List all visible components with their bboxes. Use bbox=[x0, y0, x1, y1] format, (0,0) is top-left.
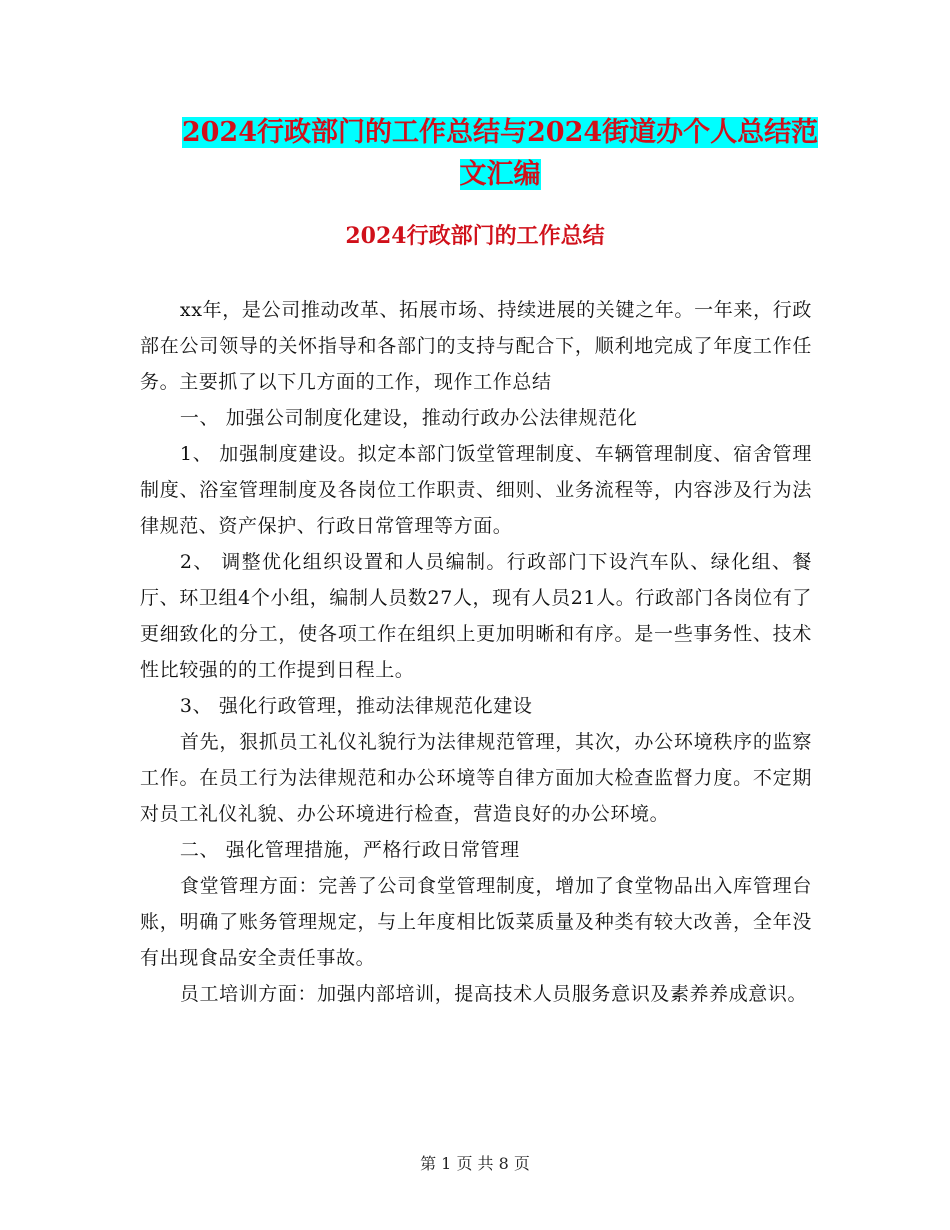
paragraph: 2、 调整优化组织设置和人员编制。行政部门下设汽车队、绿化组、餐厅、环卫组4个小组，编制人员数27人，现有人员21人。行政部门各岗位有了更细致化的分工，使各项工作在组织上更加明晰和有序。是一些事务性、技术性比较强的的工作提到日程上。 bbox=[140, 551, 812, 681]
paragraph: 3、 强化行政管理，推动法律规范化建设 bbox=[179, 695, 533, 717]
section-title: 2024行政部门的工作总结 bbox=[345, 223, 605, 249]
document-title bbox=[170, 112, 830, 196]
paragraph: 员工培训方面：加强内部培训，提高技术人员服务意识及素养养成意识。 bbox=[179, 983, 808, 1005]
paragraph: 1、 加强制度建设。拟定本部门饭堂管理制度、车辆管理制度、宿舍管理制度、浴室管理制度及各岗位工作职责、细则、业务流程等，内容涉及行为法律规范、资产保护、行政日常管理等方面。 bbox=[140, 443, 812, 537]
paragraph: xx年，是公司推动改革、拓展市场、持续进展的关键之年。一年来，行政部在公司领导的关怀指导和各部门的支持与配合下，顺利地完成了年度工作任务。主要抓了以下几方面的工作，现作工作总结 bbox=[140, 299, 812, 393]
paragraph: 食堂管理方面：完善了公司食堂管理制度，增加了食堂物品出入库管理台账，明确了账务管理规定，与上年度相比饭菜质量及种类有较大改善，全年没有出现食品安全责任事故。 bbox=[140, 875, 812, 969]
paragraph: 首先，狠抓员工礼仪礼貌行为法律规范管理，其次，办公环境秩序的监察工作。在员工行为法律规范和办公环境等自律方面加大检查监督力度。不定期对员工礼仪礼貌、办公环境进行检查，营造良好的办公环境。 bbox=[140, 731, 812, 825]
document-title-text: 2024行政部门的工作总结与2024街道办个人总结范文汇编 bbox=[181, 117, 819, 190]
document-body bbox=[140, 292, 812, 1012]
paragraph: 一、 加强公司制度化建设，推动行政办公法律规范化 bbox=[179, 407, 638, 429]
page-number-footer: 第 1 页 共 8 页 bbox=[420, 1154, 530, 1173]
paragraph: 二、 强化管理措施，严格行政日常管理 bbox=[179, 839, 520, 861]
